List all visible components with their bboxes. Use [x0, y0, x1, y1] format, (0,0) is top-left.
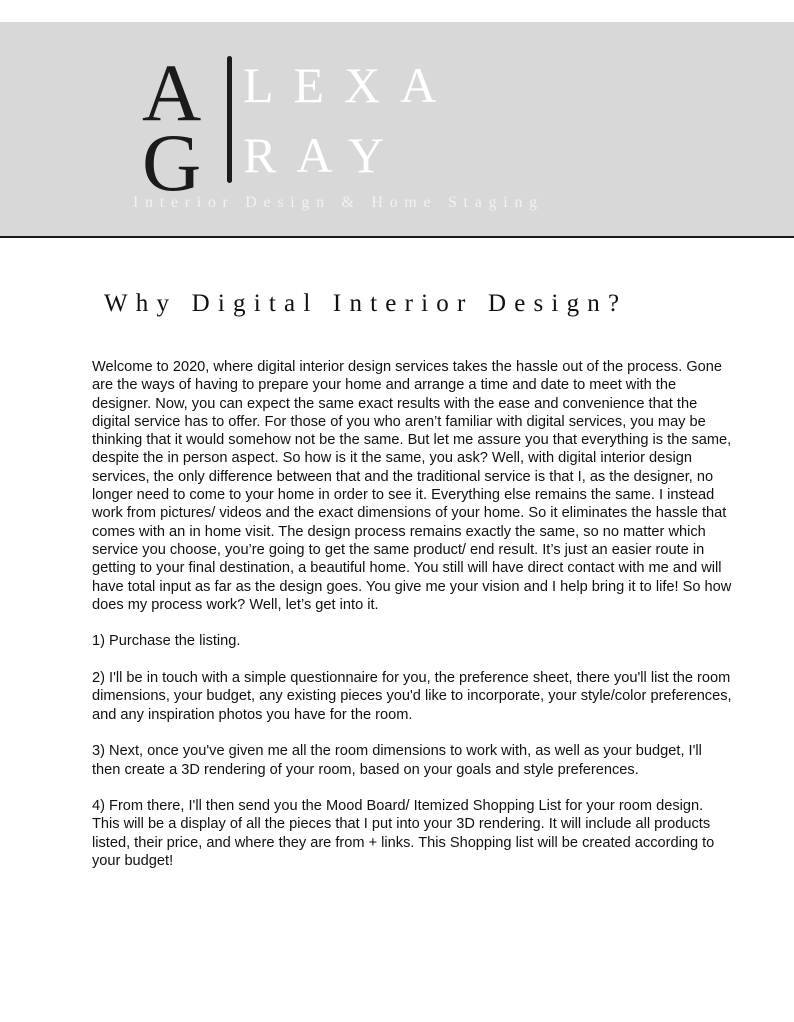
logo-initial-g: G	[142, 117, 202, 208]
intro-paragraph: Welcome to 2020, where digital interior design services takes the hassle out of the process. Gone are the ways of having to prepare your home and arrange a time and date to meet with the designer. Now, you can expect the same exact results with the ease and convenience that the digital service has to offer. For those of you who aren’t familiar with digital services, you may be thinking that it would somehow not be the same. But let me assure you that everything is the same, despite the in person aspect. So how is it the same, you ask? Well, with digital interior design services, the only difference between that and the traditional service is that I, as the designer, no longer need to come to your home in order to see it. Everything else remains the same. I instead work from pictures/ videos and the exact dimensions of your home. So it eliminates the hassle that comes with an in home visit. The design process remains exactly the same, so no matter which service you choose, you’re going to get the same product/ end result. It’s just an easier route in getting to your final destination, a beautiful home. You still will have direct contact with me and will have total input as far as the design goes. You give me your vision and I help bring it to life! So how does my process work? Well, let’s get into it.	[92, 359, 732, 613]
step-item: 2) I'll be in touch with a simple questionnaire for you, the preference sheet, there you'll list the room dimensions, your budget, any existing pieces you'd like to incorporate, your style/color preferences, and any inspiration photos you have for the room.	[92, 670, 732, 723]
logo-word-ray: RAY	[243, 127, 404, 183]
logo-initial-a: A	[142, 47, 202, 138]
step-item: 4) From there, I'll then send you the Mood Board/ Itemized Shopping List for your room design. This will be a display of all the pieces that I put into your 3D rendering. It will include all products listed, their price, and where they are from + links. This Shopping list will be created according to your budget!	[92, 798, 715, 870]
page-title: Why Digital Interior Design?	[104, 290, 628, 317]
logo-divider	[227, 56, 232, 183]
logo-word-lexa: LEXA	[243, 57, 457, 113]
step-item: 1) Purchase the listing.	[92, 633, 241, 650]
body-text	[92, 358, 732, 889]
step-item: 3) Next, once you've given me all the room dimensions to work with, as well as your budget, I'll then create a 3D rendering of your room, based on your goals and style preferences.	[92, 743, 702, 778]
logo-tagline: Interior Design & Home Staging	[133, 194, 544, 211]
